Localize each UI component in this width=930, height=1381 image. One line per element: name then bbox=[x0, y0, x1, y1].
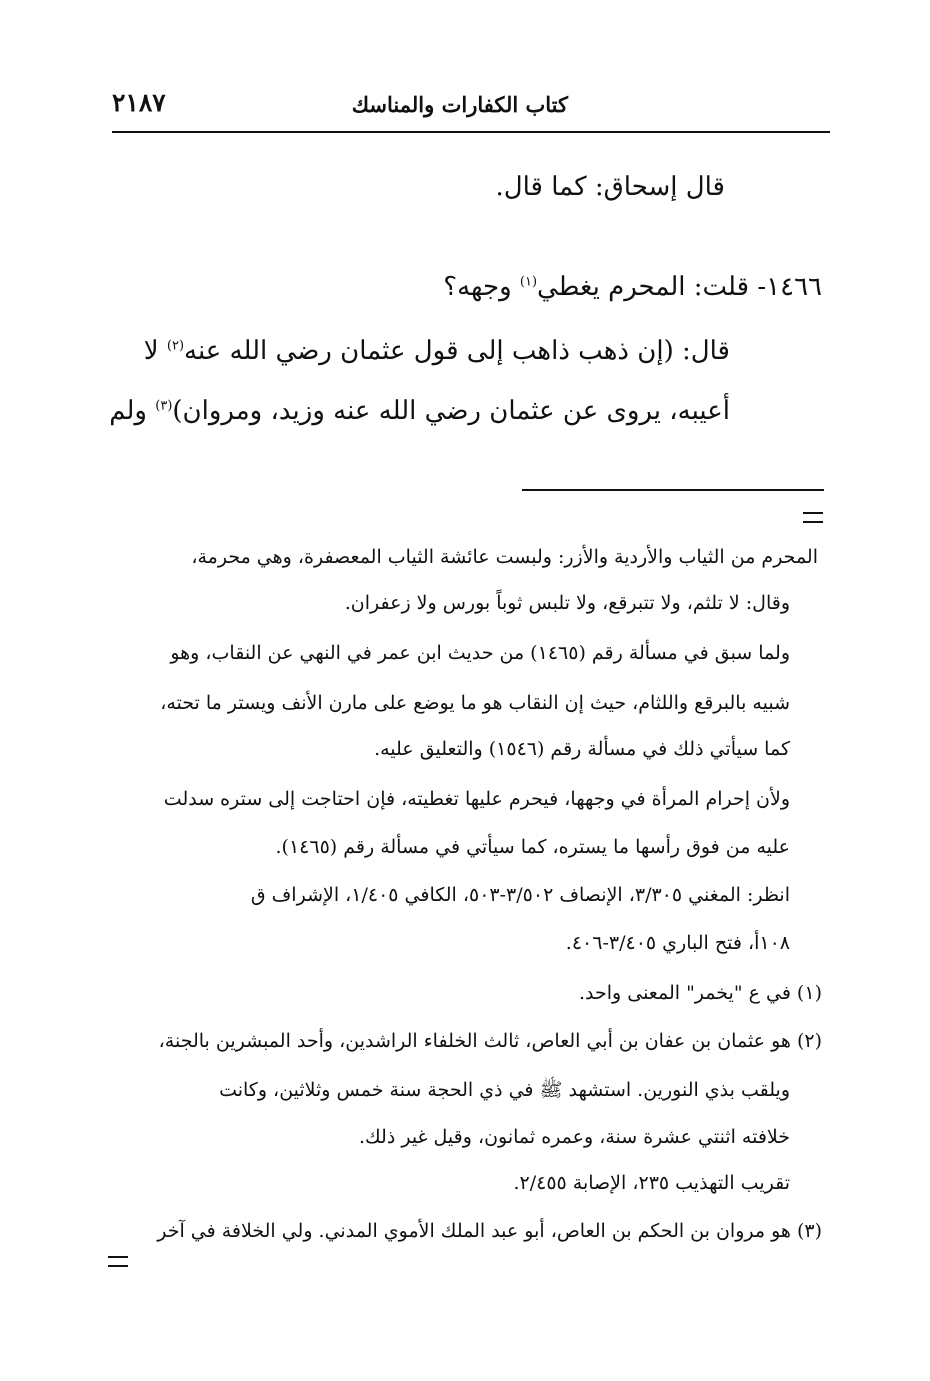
question-text: ١٤٦٦- قلت: المحرم يغطي bbox=[537, 272, 822, 302]
footnote-line: شبيه بالبرقع واللثام، حيث إن النقاب هو ما يوضع على مارن الأنف ويستر ما تحته، bbox=[160, 692, 790, 714]
page-header bbox=[112, 86, 830, 126]
page-number: ٢١٨٧ bbox=[112, 88, 166, 117]
footnote-ref-2: (٢) bbox=[166, 338, 185, 354]
answer-tail-2: ولم bbox=[109, 396, 156, 426]
running-title: كتاب الكفارات والمناسك bbox=[351, 92, 568, 117]
footnote-separator bbox=[522, 489, 824, 491]
continuation-mark-top bbox=[803, 512, 823, 523]
header-rule bbox=[112, 131, 830, 133]
footnote-line: ويلقب بذي النورين. استشهد ﷺ في ذي الحجة سنة خمس وثلاثين، وكانت bbox=[219, 1079, 790, 1101]
answer-text-1: قال: (إن ذهب ذاهب إلى قول عثمان رضي الله عنه bbox=[184, 336, 730, 366]
question-line bbox=[443, 272, 822, 302]
answer-line-1 bbox=[144, 336, 730, 366]
answer-line-2 bbox=[109, 396, 730, 426]
footnote-line: تقريب التهذيب ٢٣٥، الإصابة ٢/٤٥٥. bbox=[513, 1172, 790, 1194]
answer-text-2: أعيبه، يروى عن عثمان رضي الله عنه وزيد، ومروان) bbox=[172, 396, 730, 426]
continuation-mark-bottom bbox=[108, 1256, 128, 1267]
body-line-1: قال إسحاق: كما قال. bbox=[495, 172, 725, 202]
footnote-line: انظر: المغني ٣/٣٠٥، الإنصاف ٣/٥٠٢-٥٠٣، الكافي ١/٤٠٥، الإشراف ق bbox=[250, 884, 790, 906]
footnote-line: ١٠٨أ، فتح الباري ٣/٤٠٥-٤٠٦. bbox=[565, 932, 790, 954]
footnote-ref-3: (٣) bbox=[155, 398, 173, 414]
footnote-ref-1: (١) bbox=[519, 274, 538, 290]
footnote-line: كما سيأتي ذلك في مسألة رقم (١٥٤٦) والتعليق عليه. bbox=[374, 738, 790, 760]
footnote-1: (١) في ع "يخمر" المعنى واحد. bbox=[578, 982, 822, 1004]
question-tail: وجهه؟ bbox=[443, 272, 520, 302]
footnote-line: وقال: لا تلثم، ولا تتبرقع، ولا تلبس ثوباً بورس ولا زعفران. bbox=[344, 592, 790, 614]
answer-tail-1: لا bbox=[143, 336, 167, 366]
footnote-line: ولأن إحرام المرأة في وجهها، فيحرم عليها تغطيته، فإن احتاجت إلى ستره سدلت bbox=[163, 788, 790, 810]
footnote-line: خلافته اثنتي عشرة سنة، وعمره ثمانون، وقيل غير ذلك. bbox=[359, 1126, 790, 1148]
footnote-2: (٢) هو عثمان بن عفان بن أبي العاص، ثالث الخلفاء الراشدين، وأحد المبشرين بالجنة، bbox=[158, 1030, 822, 1052]
footnote-line: ولما سبق في مسألة رقم (١٤٦٥) من حديث ابن عمر في النهي عن النقاب، وهو bbox=[170, 642, 790, 664]
footnote-line: عليه من فوق رأسها ما يستره، كما سيأتي في مسألة رقم (١٤٦٥). bbox=[275, 836, 790, 858]
footnote-line: المحرم من الثياب والأردية والأزر: ولبست عائشة الثياب المعصفرة، وهي محرمة، bbox=[191, 546, 818, 568]
footnote-3: (٣) هو مروان بن الحكم بن العاص، أبو عبد الملك الأموي المدني. ولي الخلافة في آخر bbox=[157, 1220, 822, 1242]
